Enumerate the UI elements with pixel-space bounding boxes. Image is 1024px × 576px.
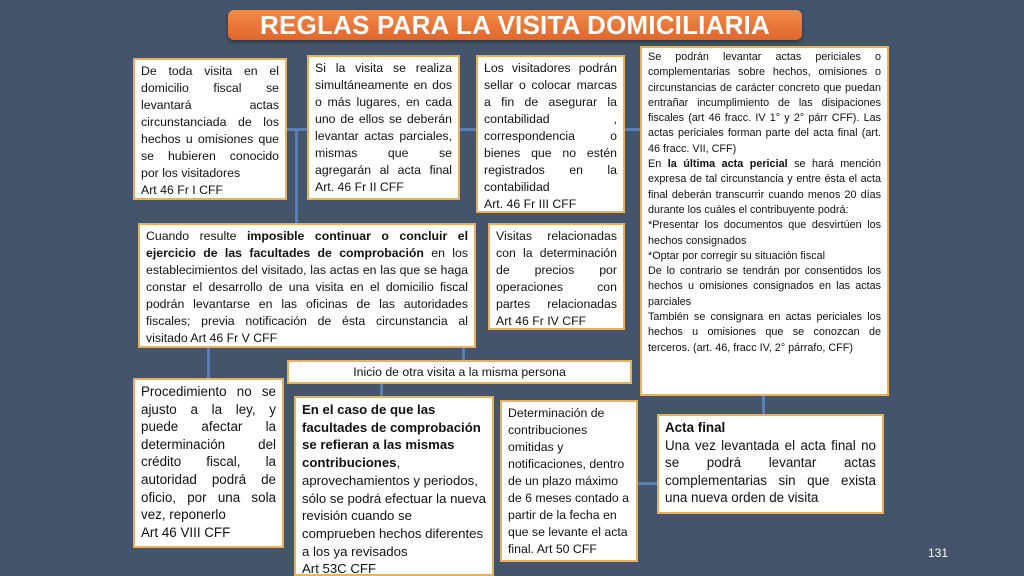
box-actas-periciales-p4: *Optar por corregir su situación fiscal	[648, 249, 826, 262]
connector-to-inicio	[462, 348, 465, 360]
box-mismas-contribuciones-text: En el caso de que las facultades de comprobación se refieran a las mismas contribuciones, aprovechamientos y periodos, sólo se podrá efectuar la nueva revisión cuando se comprueben hechos diferentes a los ya revisados	[302, 402, 487, 559]
box-actas-circunstanciadas-ref: Art 46 Fr I CFF	[141, 183, 223, 197]
connector-determinacion-acta	[638, 482, 658, 485]
page-number: 131	[927, 546, 948, 560]
box-inicio-otra-visita	[287, 360, 632, 384]
box-actas-periciales-p5: De lo contrario se tendrán por consentidos los hechos u omisiones consignados en las actas parciales	[648, 265, 881, 308]
box-determinacion-contribuciones-text: Determinación de contribuciones omitidas y notificaciones, dentro de un plazo máximo de 6 meses contado a partir de la fecha en que se levante el acta final. Art 50 CFF	[508, 406, 629, 556]
box-determinacion-contribuciones	[500, 400, 638, 562]
box-actas-periciales	[640, 46, 889, 396]
box-inicio-otra-visita-text: Inicio de otra visita a la misma persona	[353, 365, 566, 379]
box-actas-periciales-p6: También se consignara en actas periciales los hechos u omisiones que se conozcan de terceros. (art. 46, fracc IV, 2° párrafo, CFF)	[648, 311, 881, 354]
box-sellos-marcas	[476, 55, 625, 213]
box-procedimiento-reponer-ref: Art 46 VIII CFF	[141, 524, 231, 540]
connector-to-procedimiento	[207, 348, 210, 378]
box-actas-periciales-p3: *Presentar los documentos que desvirtúen los hechos consignados	[648, 219, 881, 247]
connector-inicio-revision	[380, 384, 383, 396]
box-procedimiento-reponer-text: Procedimiento no se ajusto a la ley, y puede afectar la determinación del crédito fiscal, la autoridad podrá de oficio, por una sola vez, reponerlo	[141, 384, 276, 523]
box-imposible-continuar	[138, 223, 476, 348]
box-actas-circunstanciadas	[133, 58, 287, 200]
box-acta-final	[657, 414, 884, 514]
box-mismas-contribuciones-ref: Art 53C CFF	[302, 561, 377, 576]
box-actas-periciales-p2: En la última acta pericial se hará mención expresa de tal circunstancia y entre ésta el acta final deberán transcurrir cuando menos 20 días durante los cuáles el contribuyente podrá:	[648, 158, 882, 216]
box-actas-periciales-p1: Se podrán levantar actas periciales o complementarias sobre hechos, omisiones o circunstancias de carácter concreto que puedan entrañar incumplimiento de las disipaciones fiscales (art 46 fracc. IV 1° y 2° párr CFF). Las actas periciales forman parte del acta final (art. 46 fracc. VII, CFF)	[648, 51, 881, 155]
box-actas-circunstanciadas-text: De toda visita en el domicilio fiscal se levantará actas circunstanciada de los hechos u omisiones que se hubieren conocido por los visitadores	[141, 64, 279, 180]
connector-trunk-left	[295, 131, 298, 223]
box-mismas-contribuciones	[294, 396, 494, 576]
box-actas-parciales	[307, 55, 460, 200]
box-partes-relacionadas	[488, 223, 625, 330]
page-title: REGLAS PARA LA VISITA DOMICILIARIA	[228, 10, 802, 40]
box-sellos-marcas-ref: Art. 46 Fr III CFF	[484, 197, 577, 211]
box-actas-parciales-text: Si la visita se realiza simultáneamente en dos o más lugares, en cada uno de ellos se deberán levantar actas parciales, mismas que se agregarán al acta final Art. 46 Fr II CFF	[315, 61, 452, 194]
box-acta-final-title: Acta final	[665, 420, 726, 435]
connector-to-acta-final	[762, 396, 765, 414]
box-sellos-marcas-text: Los visitadores podrán sellar o colocar marcas a fin de asegurar la contabilidad , correspondencia o bienes que no estén registrados en la contabilidad	[484, 61, 617, 194]
box-acta-final-text: Una vez levantada el acta final no se podrá levantar actas complementarias sin que exista una nueva orden de visita	[665, 437, 876, 506]
box-procedimiento-reponer	[133, 378, 284, 548]
box-imposible-continuar-text: Cuando resulte imposible continuar o concluir el ejercicio de las facultades de comprobación en los establecimientos del visitado, las actas en las que se haga constar el desarrollo de una visita en el domicilio fiscal podrán levantarse en las oficinas de las autoridades fiscales; previa notificación de ésta circunstancia al visitado Art 46 Fr V CFF	[146, 229, 469, 345]
box-partes-relacionadas-text: Visitas relacionadas con la determinación de precios por operaciones con partes relacionadas Art 46 Fr IV CFF	[496, 229, 617, 328]
